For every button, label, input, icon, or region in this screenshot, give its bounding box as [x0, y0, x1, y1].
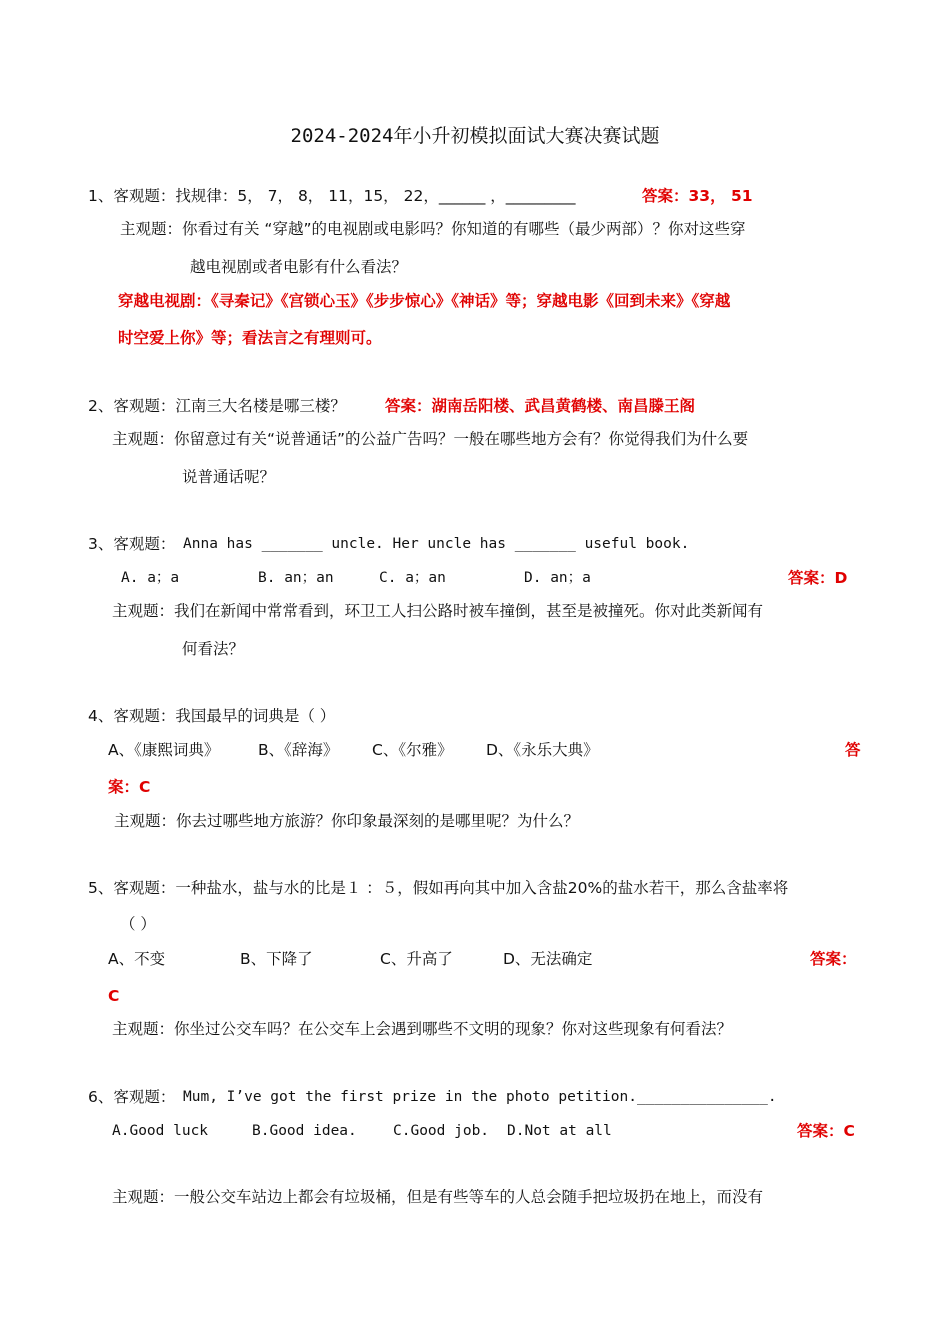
q4-answer-part2: 案：C	[108, 778, 151, 796]
q2-objective: 2、客观题：江南三大名楼是哪三楼？	[88, 397, 346, 415]
q1-subjective-line2: 越电视剧或者电影有什么看法？	[190, 258, 408, 276]
q6-subjective: 主观题：一般公交车站边上都会有垃圾桶，但是有些等车的人总会随手把垃圾扔在地上，而没有	[112, 1188, 764, 1206]
q1-answer-line2: 时空爱上你》等；看法言之有理则可。	[118, 329, 382, 347]
q4-option-b: B、《辞海》	[258, 741, 339, 759]
q3-option-b: B. an；an	[258, 570, 334, 586]
q5-option-c: C、升高了	[380, 950, 453, 968]
q3-prefix: 3、客观题：	[88, 535, 176, 553]
page-title: 2024-2024年小升初模拟面试大赛决赛试题	[290, 125, 660, 147]
q6-objective: Mum, I’ve got the first prize in the photo petition._______________.	[183, 1089, 777, 1105]
q5-subjective: 主观题：你坐过公交车吗？在公交车上会遇到哪些不文明的现象？你对这些现象有何看法？	[112, 1020, 733, 1038]
q6-option-c: C.Good job.	[393, 1123, 490, 1139]
q5-answer-part2: C	[108, 987, 120, 1005]
q6-option-a: A.Good luck	[112, 1123, 209, 1139]
q1-objective: 1、客观题：找规律：5， 7， 8， 11，15， 22，______ ，_________	[88, 187, 576, 205]
q5-objective-line1: 5、客观题：一种盐水，盐与水的比是１ ：５，假如再向其中加入含盐20%的盐水若干，那么含盐率将	[88, 879, 789, 897]
q4-objective: 4、客观题：我国最早的词典是（ ）	[88, 707, 336, 725]
q3-subjective-line1: 主观题：我们在新闻中常常看到，环卫工人扫公路时被车撞倒，甚至是被撞死。你对此类新闻有	[112, 602, 764, 620]
q1-subjective-line1: 主观题：你看过有关 “穿越”的电视剧或电影吗？你知道的有哪些（最少两部）？你对这些穿	[120, 220, 746, 238]
q1-answer-line1: 穿越电视剧：《寻秦记》《宫锁心玉》《步步惊心》《神话》等；穿越电影《回到未来》《穿越	[118, 292, 731, 310]
q4-subjective: 主观题：你去过哪些地方旅游？你印象最深刻的是哪里呢？为什么？	[114, 812, 580, 830]
q6-option-b: B.Good idea.	[252, 1123, 357, 1139]
q5-objective-line2: （ ）	[120, 915, 156, 933]
q3-option-a: A. a；a	[121, 570, 180, 586]
q4-answer-part1: 答	[845, 741, 861, 759]
q6-option-d: D.Not at all	[507, 1123, 612, 1139]
q6-prefix: 6、客观题：	[88, 1088, 176, 1106]
q2-subjective-line2: 说普通话呢？	[182, 468, 276, 486]
q4-option-a: A、《康熙词典》	[108, 741, 220, 759]
q3-subjective-line2: 何看法？	[182, 640, 245, 658]
q2-answer: 答案：湖南岳阳楼、武昌黄鹤楼、南昌滕王阁	[385, 397, 696, 415]
q3-option-d: D. an；a	[524, 570, 591, 586]
q5-option-d: D、无法确定	[503, 950, 593, 968]
q4-option-d: D、《永乐大典》	[486, 741, 599, 759]
q5-option-a: A、不变	[108, 950, 166, 968]
q2-subjective-line1: 主观题：你留意过有关“说普通话”的公益广告吗？一般在哪些地方会有？你觉得我们为什么要	[112, 430, 749, 448]
q5-option-b: B、下降了	[240, 950, 313, 968]
q6-answer: 答案：C	[797, 1122, 855, 1140]
q4-option-c: C、《尔雅》	[372, 741, 453, 759]
q5-answer-part1: 答案：	[810, 950, 857, 968]
q3-answer: 答案：D	[788, 569, 848, 587]
q3-objective: Anna has _______ uncle. Her uncle has _______ useful book.	[183, 536, 690, 552]
q1-answer: 答案：33， 51	[642, 187, 753, 205]
q3-option-c: C. a；an	[379, 570, 446, 586]
